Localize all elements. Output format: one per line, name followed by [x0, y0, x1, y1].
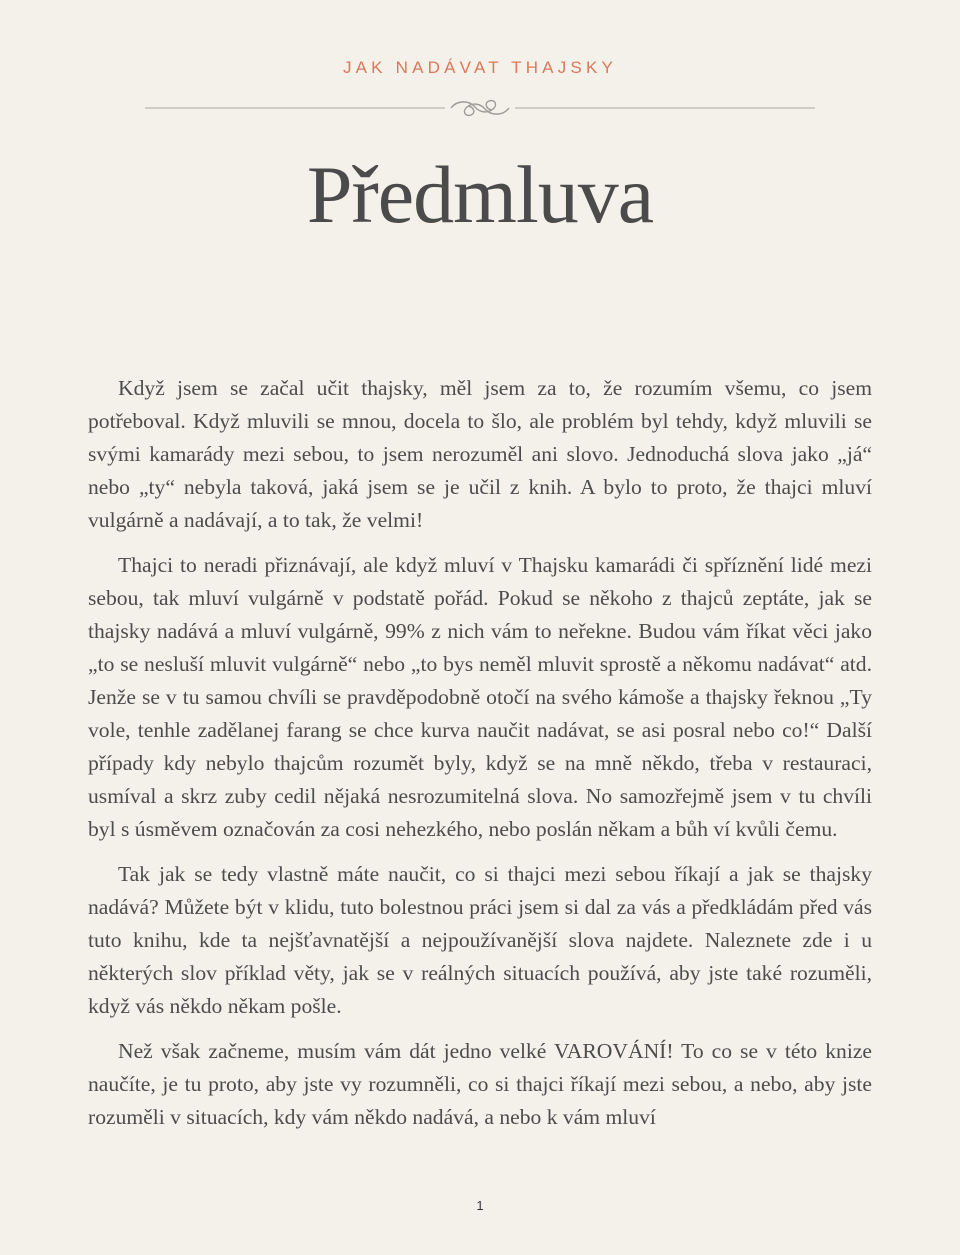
paragraph: Když jsem se začal učit thajsky, měl jsem za to, že rozumím všemu, co jsem potřeboval. Když mluvili se mnou, docela to šlo, ale problém byl tehdy, když mluvili se svými kamarády mezi sebou, to jsem nerozuměl ani slovo. Jednoduchá slova jako „já“ nebo „ty“ nebyla taková, jaká jsem se je učil z knih. A bylo to proto, že thajci mluví vulgárně a nadávají, a to tak, že velmi!: [88, 376, 872, 532]
page-number: 1: [476, 1198, 484, 1213]
ornamental-divider: [145, 97, 815, 119]
running-header: JAK NADÁVAT THAJSKY: [342, 58, 618, 77]
body-text: [88, 372, 872, 1146]
paragraph: Než však začneme, musím vám dát jedno velké VAROVÁNÍ! To co se v této knize naučíte, je tu proto, aby jste vy rozumněli, co si thajci říkají mezi sebou, a nebo, aby jste rozuměli v situacích, kdy vám někdo nadává, a nebo k vám mluví: [88, 1039, 872, 1129]
chapter-title: Předmluva: [306, 149, 654, 240]
paragraph: Thajci to neradi přiznávají, ale když mluví v Thajsku kamarádi či spříznění lidé mezi sebou, tak mluví vulgárně v podstatě pořád. Pokud se někoho z thajců zeptáte, jak se thajsky nadává a mluví vulgárně, 99% z nich vám to neřekne. Budou vám říkat věci jako „to se nesluší mluvit vulgárně“ nebo „to bys neměl mluvit sprostě a někomu nadávat“ atd. Jenže se v tu samou chvíli se pravděpodobně otočí na svého kámoše a thajsky řeknou „Ty vole, tenhle zadělanej farang se chce kurva naučit nadávat, se asi posral nebo co!“ Další případy kdy nebylo thajcům rozumět byly, když se na mně někdo, třeba v restauraci, usmíval a skrz zuby cedil nějaká nesrozumitelná slova. No samozřejmě jsem v tu chvíli byl s úsměvem označován za cosi nehezkého, nebo poslán někam a bůh ví kvůli čemu.: [88, 553, 872, 841]
paragraph: Tak jak se tedy vlastně máte naučit, co si thajci mezi sebou říkají a jak se thajsky nadává? Můžete být v klidu, tuto bolestnou práci jsem si dal za vás a předkládám před vás tuto knihu, kde ta nejšťavnatější a nejpoužívanější slova najdete. Naleznete zde i u některých slov příklad věty, jak se v reálných situacích používá, aby jste také rozuměli, když vás někdo někam pošle.: [88, 862, 872, 1018]
flourish-ornament-icon: [145, 97, 815, 119]
